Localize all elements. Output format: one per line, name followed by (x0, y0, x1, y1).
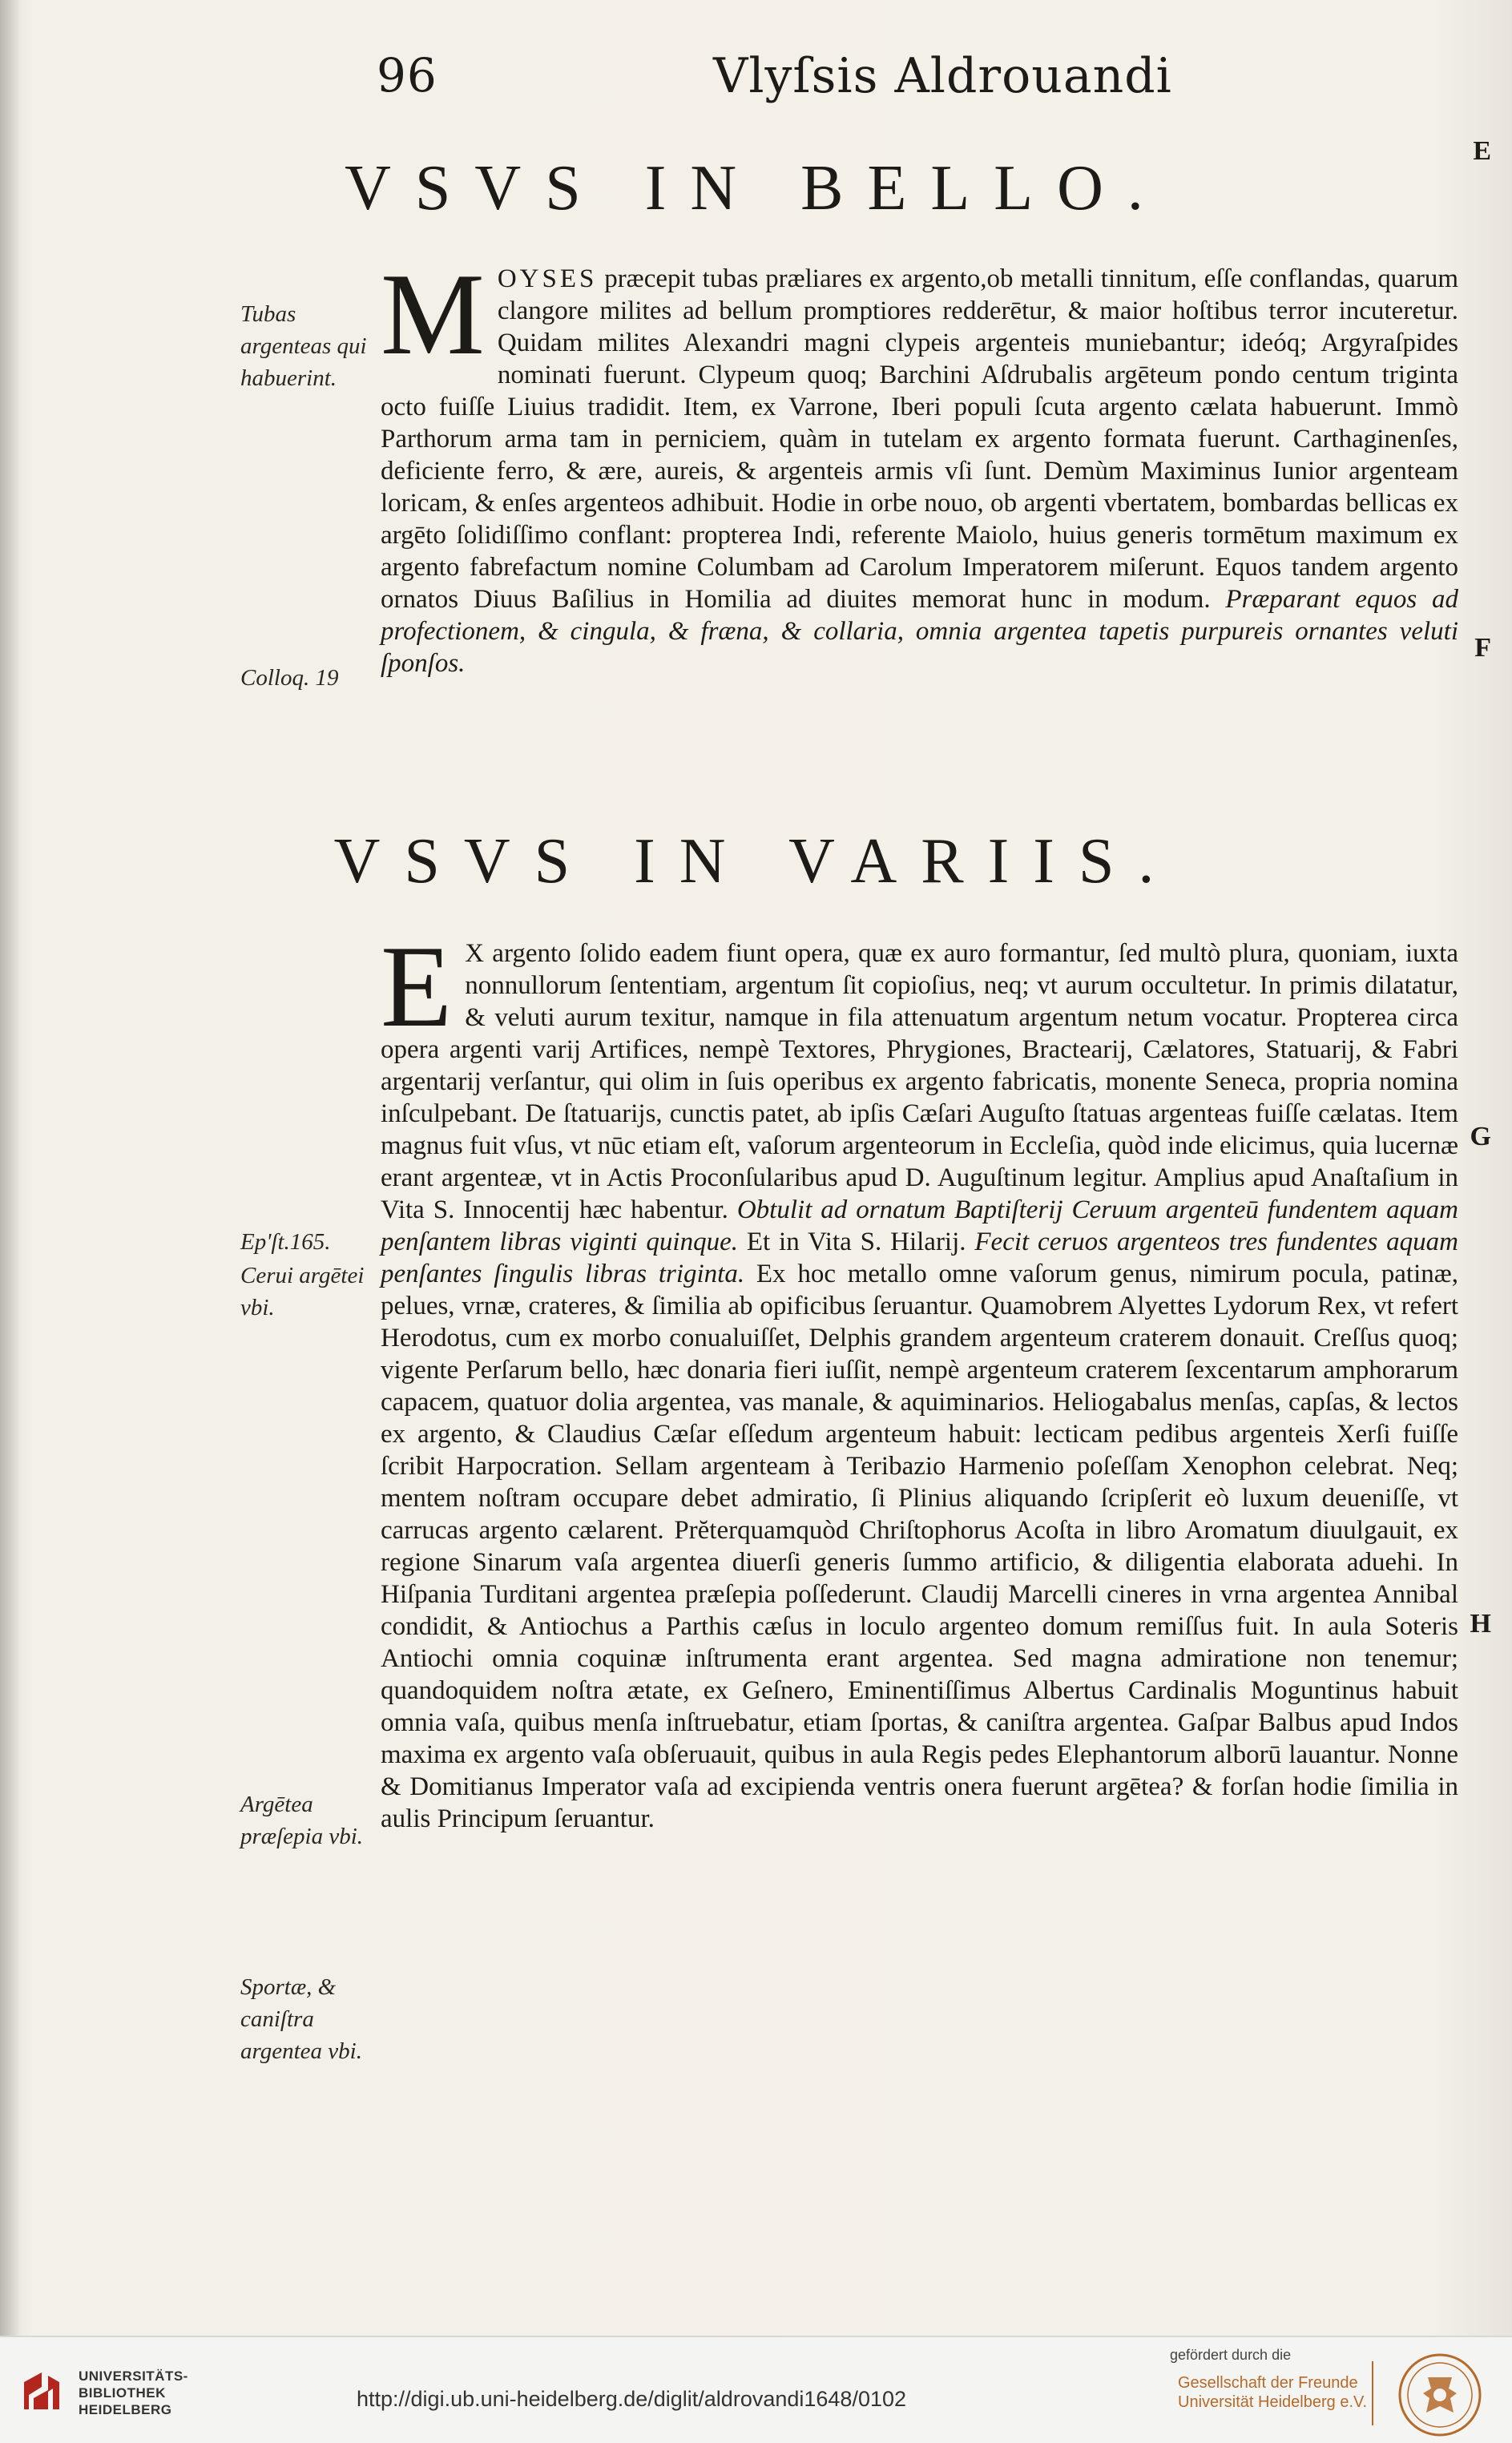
margin-letter-f: F (1474, 633, 1491, 663)
first-word: OYSES (497, 264, 598, 293)
sponsor-label: gefördert durch die (1170, 2347, 1292, 2363)
viewer-footer (0, 2336, 1512, 2443)
running-head: Vlyſsis Aldrouandi (713, 48, 1172, 104)
paragraph-bello (381, 249, 1458, 679)
sponsor-divider (1372, 2361, 1373, 2425)
sponsor-name[interactable] (1178, 2373, 1367, 2412)
italic-quote: Obtulit ad ornatum Baptiſterij Ceruum argenteū fundentem aquam penſantem libras viginti quinque. (381, 1195, 1458, 1256)
paragraph-text: X argento ſolido eadem fiunt opera, quæ ex auro formantur, ſed multò plura, quoniam, iuxta nonnullorum ſententiam, argentum ſit copioſius, neq; vt aurum occultetur. In primis dilatatur, & veluti aurum texitur, namque in fila attenuatum argentum netum vocatur. Propterea circa opera argenti varij Artifices, nempè Textores, Phrygiones, Bractearij, Cælatores, Statuarij, & Fabri argentarij verſantur, qui olim in ſuis operibus ex argento fabricatis, monente Seneca, propria nomina inſculpebant. De ſtatuarijs, cunctis patet, ab ipſis Cæſari Auguſto ſtatuas argenteas fuiſſe cælatas. Item magnus fuit vſus, vt nūc etiam eſt, vaſorum argenteorum in Eccleſia, quòd inde elicimus, quia lucernæ erant argenteæ, vt in Actis Proconſularibus apud D. Auguſtinum legitur. Amplius apud Anaſtaſium in Vita S. Innocentij hæc habentur. (381, 939, 1458, 1224)
margin-letter-e: E (1473, 136, 1491, 166)
margin-note: Tubas argenteas qui habuerint. (240, 301, 367, 391)
paragraph-variis (381, 921, 1459, 1835)
section-title-variis: VSVS IN VARIIS. (333, 826, 1179, 897)
drop-cap-e: E (381, 921, 453, 1051)
library-name-line: BIBLIOTHEK (79, 2385, 166, 2401)
seal-icon (1393, 2352, 1487, 2438)
margin-letter-h: H (1470, 1609, 1491, 1639)
margin-note: Colloq. 19 (240, 665, 339, 691)
page-header (377, 48, 1178, 120)
gutter-shadow (0, 0, 21, 2336)
permalink-url[interactable]: http://digi.ub.uni-heidelberg.de/diglit/aldrovandi1648/0102 (357, 2387, 907, 2411)
library-name (79, 2368, 188, 2418)
margin-note: Argētea præſepia vbi. (240, 1792, 364, 1849)
section-title-bello: VSVS IN BELLO. (345, 153, 1167, 224)
page-number: 96 (377, 48, 437, 103)
margin-note: Sportæ, & caniſtra argentea vbi. (240, 1974, 362, 2064)
margin-letter-g: G (1470, 1122, 1491, 1151)
italic-quote: Præparant equos ad profectionem, & cingula, & fræna, & collaria, omnia argentea tapetis purpureis ornantes veluti ſponſos. (381, 585, 1458, 678)
sponsor-name-line: Universität Heidelberg e.V. (1178, 2393, 1368, 2411)
library-name-line: UNIVERSITÄTS- (79, 2368, 188, 2384)
paragraph-text: præcepit tubas præliares ex argento,ob metalli tinnitum, eſſe conflandas, quarum clangore milites ad bellum promptiores redderētur, & maior hoſtibus terror incuteretur. Quidam milites Alexandri magni clypeis argenteis muniebantur; ideóq; Argyraſpides nominati fuerunt. Clypeum quoq; Barchini Aſdrubalis argēteum pondo centum triginta octo fuiſſe Liuius tradidit. Item, ex Varrone, Iberi populi ſcuta argento cælata habuerunt. Immò Parthorum arma tam in perniciem, quàm in tutelam ex argento formata fuerunt. Carthaginenſes, deficiente ferro, & ære, aureis, & argenteis armis vſi ſunt. Demùm Maximinus Iunior argenteam loricam, & enſes argenteos adhibuit. Hodie in orbe nouo, ob argenti vbertatem, bombardas bellicas ex argēto ſolidiſſimo conflant: propterea Indi, referente Maiolo, huius generis tormētum maximum ex argento fabrefactum nomine Columbam ad Carolum Imperatorem miſerunt. Equos tandem argento ornatos Diuus Baſilius in Homilia ad diuites memorat hunc in modum. (381, 264, 1458, 614)
paragraph-text: Ex hoc metallo omne vaſorum genus, nimirum pocula, patinæ, pelues, vrnæ, crateres, & ſimilia ab opificibus ſeruantur. Quamobrem Alyettes Lydorum Rex, vt refert Herodotus, cum ex morbo conualuiſſet, Delphis grandem argenteum craterem donauit. Creſſus quoq; vigente Perſarum bello, hæc donaria fieri iuſſit, nempè argenteum craterem ſexcentarum amphorarum capacem, quatuor dolia argentea, vas manale, & aquiminarios. Heliogabalus menſas, capſas, & lectos ex argento, & Claudius Cæſar eſſedum argenteum habuit: lecticam pedibus argenteis Xerſi fuiſſe ſcribit Harpocration. Sellam argenteam à Teribazio Harmenio poſeſſam Xenophon celebrat. Neq; mentem noſtram occupare debet admiratio, ſi Plinius aliquando ſcripſerit eò luxum deueniſſe, vt carrucas argento cælarent. Prĕterquamquòd Chriſtophorus Acoſta in libro Aromatum diuulgauit, ex regione Sinarum vaſa argentea diuerſi generis ſummo artificio, & diligentia elaborata aduehi. In Hiſpania Turditani argentea præſepia poſſederunt. Claudij Marcelli cineres in vrna argentea Annibal condidit, & Antiochus a Parthis cæſus in loculo argenteo domum remiſſus fuit. In aula Soteris Antiochi omnia coquinæ inſtrumenta erant argentea. Sed magna admiratione non tenemur; quandoquidem noſtra ætate, ex Geſnero, Eminentiſſimus Albertus Cardinalis Moguntinus habuit omnia vaſa, quibus menſa inſtruebatur, etiam ſportas, & caniſtra argentea. Gaſpar Balbus apud Indos maxima ex argento vaſa obſeruauit, quibus in aula Regis pedes Elephantorum alborū lauantur. Nonne & Domitianus Imperator vaſa ad excipienda ventris onera fuerunt argētea? & forſan hodie ſimilia in aulis Principum ſeruantur. (381, 1260, 1459, 1833)
paragraph-text: Et in Vita S. Hilarij. (737, 1228, 966, 1256)
sponsor-name-line: Gesellschaft der Freunde (1178, 2374, 1358, 2392)
margin-note: Ep'ſt.165. (240, 1229, 331, 1255)
library-logo-icon (18, 2368, 66, 2416)
italic-quote: Fecit ceruos argenteos tres fundentes aquam penſantes ſingulis libras triginta. (381, 1228, 1458, 1288)
drop-cap-m: M (381, 249, 485, 379)
library-name-line: HEIDELBERG (79, 2402, 172, 2417)
margin-note: Cerui argētei vbi. (240, 1263, 365, 1320)
